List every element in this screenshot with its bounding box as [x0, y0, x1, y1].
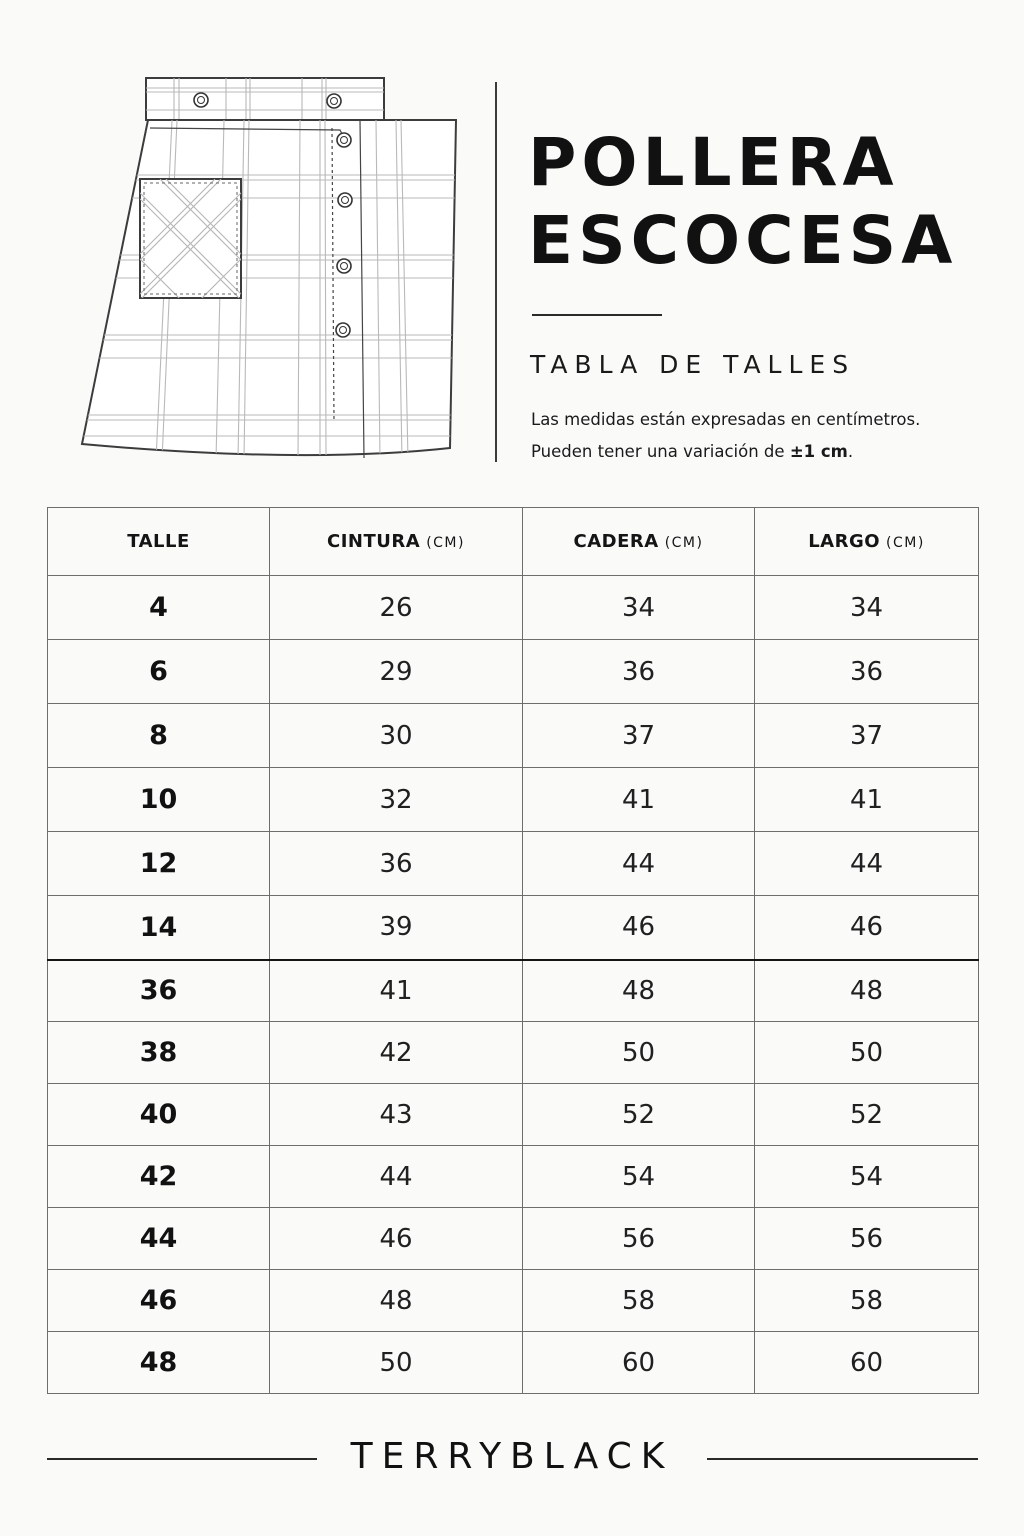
size-table	[47, 507, 979, 1394]
skirt-illustration-icon	[76, 70, 460, 462]
table-header-row	[48, 508, 979, 576]
table-row	[48, 1270, 979, 1332]
note-suffix: .	[847, 442, 854, 461]
cell-cintura: 30	[270, 704, 523, 768]
measurement-note	[531, 404, 920, 468]
cell-largo: 58	[755, 1270, 979, 1332]
note-line-2	[531, 436, 920, 468]
product-title-line-2: ESCOCESA	[528, 202, 958, 279]
cell-cadera: 60	[523, 1332, 755, 1394]
cell-largo: 46	[755, 896, 979, 960]
cell-talle: 10	[48, 768, 270, 832]
table-body	[48, 576, 979, 1394]
cell-cadera: 36	[523, 640, 755, 704]
vertical-divider	[495, 82, 497, 462]
cell-largo: 54	[755, 1146, 979, 1208]
cell-largo: 48	[755, 960, 979, 1022]
cell-largo: 37	[755, 704, 979, 768]
table-row	[48, 1022, 979, 1084]
table-row	[48, 640, 979, 704]
cell-cintura: 39	[270, 896, 523, 960]
cell-largo: 44	[755, 832, 979, 896]
cell-cintura: 43	[270, 1084, 523, 1146]
header-cadera	[523, 508, 755, 576]
cell-cadera: 48	[523, 960, 755, 1022]
cell-cadera: 46	[523, 896, 755, 960]
cell-talle: 12	[48, 832, 270, 896]
note-prefix: Pueden tener una variación de	[531, 442, 790, 461]
footer-rule-right	[707, 1458, 978, 1460]
table-row	[48, 1332, 979, 1394]
table-row	[48, 1208, 979, 1270]
table-row	[48, 896, 979, 960]
note-line-1: Las medidas están expresadas en centímetros.	[531, 410, 921, 429]
header-label: TALLE	[127, 531, 190, 552]
cell-talle: 36	[48, 960, 270, 1022]
cell-talle: 42	[48, 1146, 270, 1208]
title-rule	[532, 314, 662, 316]
product-title	[528, 124, 957, 280]
table-row	[48, 1146, 979, 1208]
size-chart-title: TABLA DE TALLES	[530, 350, 856, 379]
cell-largo: 56	[755, 1208, 979, 1270]
cell-cadera: 44	[523, 832, 755, 896]
cell-cintura: 32	[270, 768, 523, 832]
header-unit: (CM)	[664, 535, 704, 551]
header-unit: (CM)	[426, 535, 465, 551]
cell-cintura: 36	[270, 832, 523, 896]
cell-largo: 50	[755, 1022, 979, 1084]
cell-cadera: 41	[523, 768, 755, 832]
cell-talle: 38	[48, 1022, 270, 1084]
table-row	[48, 832, 979, 896]
cell-cintura: 48	[270, 1270, 523, 1332]
footer-rule-left	[47, 1458, 317, 1460]
cell-talle: 48	[48, 1332, 270, 1394]
cell-largo: 36	[755, 640, 979, 704]
cell-talle: 6	[48, 640, 270, 704]
table-row	[48, 704, 979, 768]
brand-logo: TERRYBLACK	[350, 1436, 674, 1477]
cell-cadera: 52	[523, 1084, 755, 1146]
cell-talle: 40	[48, 1084, 270, 1146]
cell-cintura: 29	[270, 640, 523, 704]
cell-cintura: 50	[270, 1332, 523, 1394]
table-row	[48, 576, 979, 640]
cell-cintura: 41	[270, 960, 523, 1022]
cell-talle: 8	[48, 704, 270, 768]
product-title-line-1: POLLERA	[528, 124, 899, 201]
note-tolerance: ±1 cm	[789, 442, 848, 461]
cell-cadera: 34	[523, 576, 755, 640]
cell-talle: 14	[48, 896, 270, 960]
header-label: CADERA	[573, 531, 659, 552]
cell-cadera: 50	[523, 1022, 755, 1084]
cell-cintura: 44	[270, 1146, 523, 1208]
cell-cadera: 54	[523, 1146, 755, 1208]
table-row	[48, 960, 979, 1022]
cell-cadera: 37	[523, 704, 755, 768]
table-row	[48, 1084, 979, 1146]
cell-cintura: 26	[270, 576, 523, 640]
cell-cintura: 46	[270, 1208, 523, 1270]
cell-cintura: 42	[270, 1022, 523, 1084]
header-cintura	[270, 508, 523, 576]
header-unit: (CM)	[886, 535, 925, 551]
header-label: LARGO	[808, 531, 881, 552]
table-row	[48, 768, 979, 832]
cell-cadera: 56	[523, 1208, 755, 1270]
header-talle	[48, 508, 270, 576]
header-largo	[755, 508, 979, 576]
cell-largo: 41	[755, 768, 979, 832]
cell-largo: 52	[755, 1084, 979, 1146]
cell-largo: 60	[755, 1332, 979, 1394]
cell-talle: 46	[48, 1270, 270, 1332]
cell-talle: 44	[48, 1208, 270, 1270]
header-label: CINTURA	[327, 531, 421, 552]
cell-largo: 34	[755, 576, 979, 640]
cell-cadera: 58	[523, 1270, 755, 1332]
cell-talle: 4	[48, 576, 270, 640]
